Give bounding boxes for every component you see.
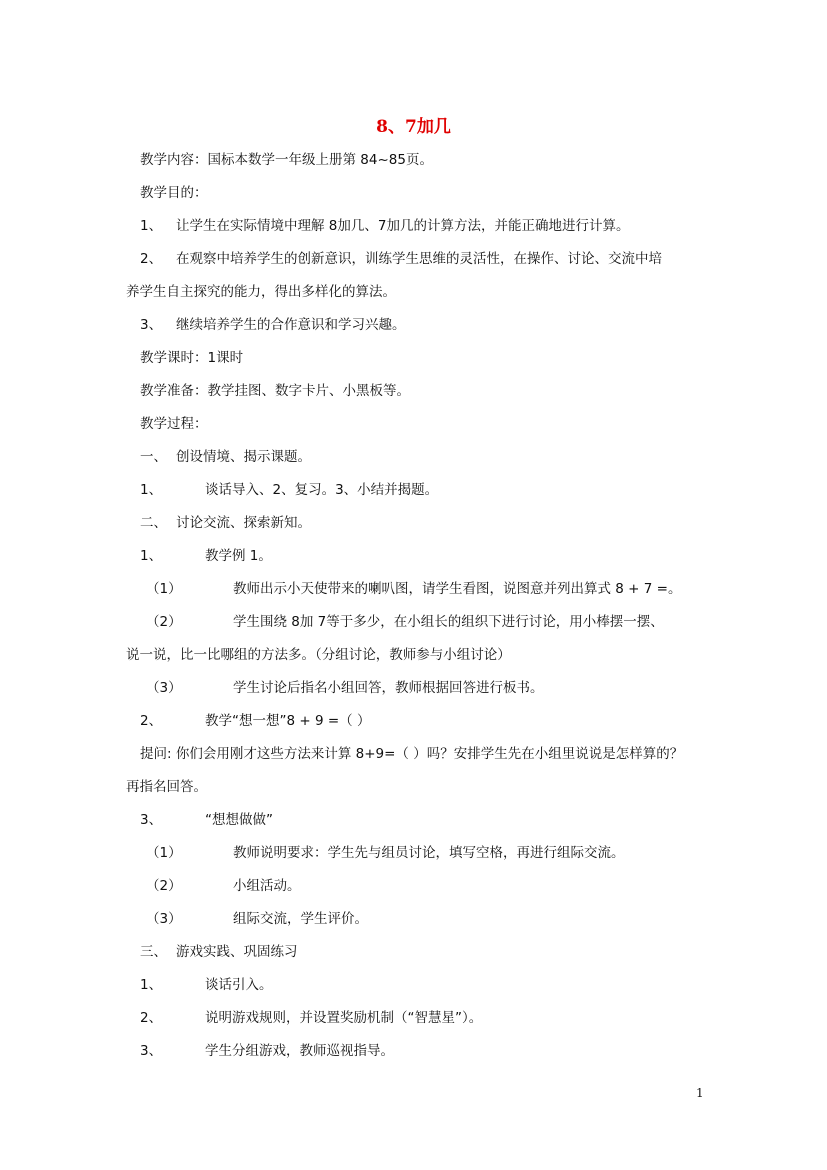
list-item: 让学生在实际情境中理解 8加几、7加几的计算方法，并能正确地进行计算。 (176, 218, 630, 234)
list-item: 教学例 1。 (205, 548, 272, 564)
list-item: 在观察中培养学生的创新意识，训练学生思维的灵活性，在操作、讨论、交流中培 (176, 251, 662, 267)
list-number: 2、 (140, 251, 163, 267)
list-number: 1、 (140, 218, 163, 234)
section-heading: 创设情境、揭示课题。 (176, 449, 311, 465)
list-number: 1、 (140, 977, 163, 993)
sub-item-continued: 说一说，比一比哪组的方法多。（分组讨论，教师参与小组讨论） (126, 647, 511, 663)
paragraph-continued: 再指名回答。 (126, 779, 207, 795)
sub-number: （2） (146, 614, 182, 630)
sub-item: 小组活动。 (233, 878, 301, 894)
list-item: 继续培养学生的合作意识和学习兴趣。 (176, 317, 406, 333)
sub-item: 学生围绕 8加 7等于多少，在小组长的组织下进行讨论，用小棒摆一摆、 (233, 614, 664, 630)
paragraph: 教学课时：1课时 (140, 350, 244, 366)
sub-item: 教师说明要求：学生先与组员讨论，填写空格，再进行组际交流。 (233, 845, 625, 861)
page-title: 8、7加几 (376, 117, 451, 137)
section-number: 一、 (140, 449, 167, 465)
list-number: 2、 (140, 713, 163, 729)
list-number: 2、 (140, 1010, 163, 1026)
page-number: 1 (696, 1086, 704, 1100)
list-number: 3、 (140, 317, 163, 333)
list-item: 谈话导入、2、复习。3、小结并揭题。 (205, 482, 439, 498)
section-heading: 讨论交流、探索新知。 (176, 515, 311, 531)
sub-item: 组际交流，学生评价。 (233, 911, 368, 927)
sub-number: （3） (146, 911, 182, 927)
paragraph: 教学过程： (140, 416, 208, 432)
sub-number: （1） (146, 581, 182, 597)
list-number: 1、 (140, 482, 163, 498)
paragraph: 提问: 你们会用刚才这些方法来计算 8+9=（ ）吗？安排学生先在小组里说说是怎样算的？ (140, 746, 684, 762)
sub-number: （1） (146, 845, 182, 861)
list-number: 3、 (140, 812, 163, 828)
list-item-continued: 养学生自主探究的能力，得出多样化的算法。 (126, 284, 396, 300)
list-item: 谈话引入。 (205, 977, 273, 993)
section-number: 二、 (140, 515, 167, 531)
paragraph: 教学目的： (140, 185, 208, 201)
sub-number: （3） (146, 680, 182, 696)
list-item: 学生分组游戏，教师巡视指导。 (205, 1043, 394, 1059)
section-heading: 游戏实践、巩固练习 (176, 944, 298, 960)
list-number: 1、 (140, 548, 163, 564)
list-item: 说明游戏规则，并设置奖励机制（“智慧星”）。 (205, 1010, 483, 1026)
list-number: 3、 (140, 1043, 163, 1059)
section-number: 三、 (140, 944, 167, 960)
paragraph: 教学准备：教学挂图、数字卡片、小黑板等。 (140, 383, 410, 399)
sub-item: 教师出示小天使带来的喇叭图，请学生看图，说图意并列出算式 8 + 7 =。 (233, 581, 682, 597)
list-item: “想想做做” (205, 812, 273, 828)
list-item: 教学“想一想”8 + 9 =（ ） (205, 713, 371, 729)
paragraph: 教学内容：国标本数学一年级上册第 84~85页。 (140, 152, 433, 168)
sub-number: （2） (146, 878, 182, 894)
sub-item: 学生讨论后指名小组回答，教师根据回答进行板书。 (233, 680, 544, 696)
